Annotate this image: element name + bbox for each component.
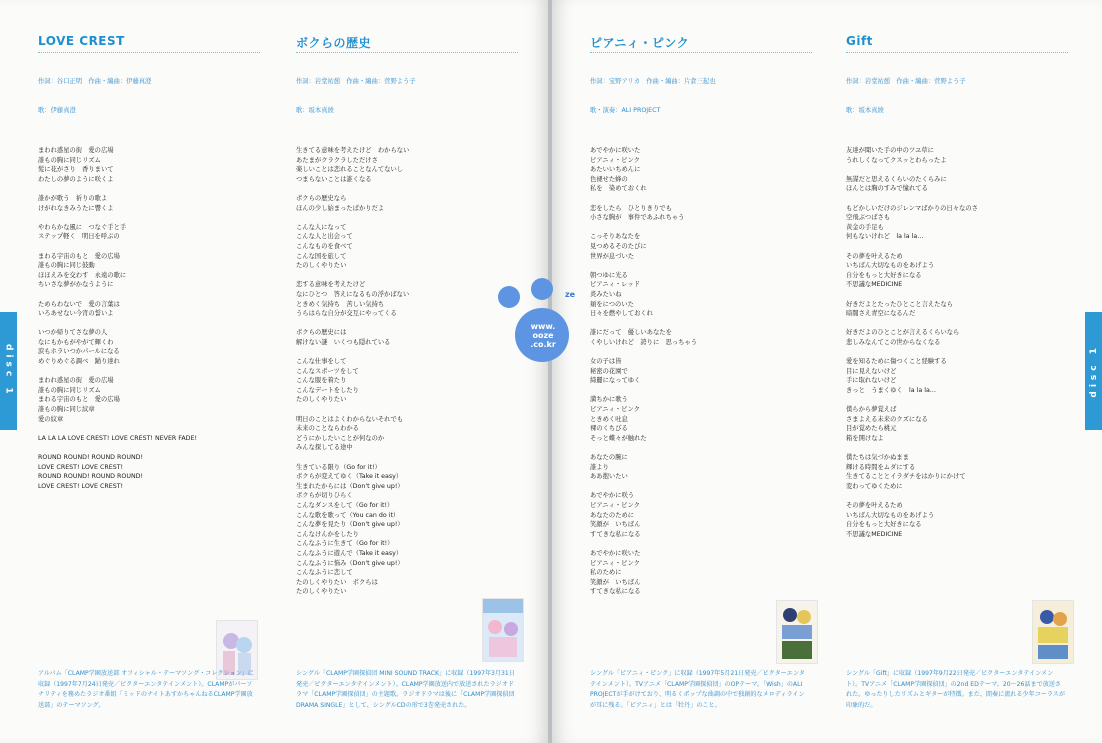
lyric-line [846, 165, 1068, 175]
lyric-line: まわる宇宙のもと 愛の広場 [38, 252, 120, 260]
lyric-line: ちいさな夢がかなうように [38, 281, 114, 289]
lyric-line: つまらないことは誰くなる [296, 175, 372, 183]
song-gift [846, 34, 1068, 539]
single-cover-thumbnail [482, 598, 524, 662]
song-credits [846, 58, 1068, 134]
lyric-line: 誰もの胸に同じ鼓動 [38, 262, 95, 270]
credit-line: 歌：伊藤真澄 [38, 106, 76, 114]
lyric-line: こんなふうに恋して [296, 569, 353, 577]
lyric-line: 誰より [590, 463, 609, 471]
song-bokura-no-rekishi [296, 34, 518, 597]
disc-label: disc 1 [3, 344, 14, 398]
song-title: ピアニィ・ピンク [590, 34, 812, 53]
lyric-line: ステップ軽く 明日を呼ぶの [38, 233, 120, 241]
lyric-line: LA LA LA LOVE CREST! LOVE CREST! NEVER FADE! [38, 434, 198, 442]
lyric-line: 綺麗になってゆく [590, 377, 641, 385]
lyric-line: ROUND ROUND! ROUND ROUND! [38, 454, 144, 461]
lyric-line: どうにかしたいことが何なのか [296, 434, 385, 442]
lyric-line: その夢を叶えるため [846, 501, 903, 509]
lyric-line: あなたの腕に [590, 454, 628, 461]
lyric-line: こんな人と出会って [296, 233, 353, 241]
lyric-line: 朝つゆに光る [590, 271, 628, 279]
lyric-line: さまよえる未来のクズになる [846, 415, 928, 423]
lyric-line: 未来のことならわかる [296, 425, 359, 433]
lyric-line: ピアニィ・ピンク [590, 156, 640, 164]
song-love-crest [38, 34, 260, 491]
song-credits [590, 58, 812, 134]
lyric-line: 悲しみなんてこの世からなくなる [846, 338, 941, 346]
lyric-line [296, 405, 518, 415]
watermark-logo: ooze [532, 331, 554, 340]
lyric-line: 自分をもっと大好きになる [846, 521, 922, 529]
heart-bubble-icon [498, 286, 520, 308]
left-page [0, 0, 548, 743]
lyric-line: 僕らから夢覚えば [846, 406, 897, 414]
song-title: Gift [846, 34, 1068, 53]
lyric-line: こんなふうに生きて（Go for it!） [296, 540, 394, 548]
lyric-line: いろあせない今宵の誓いよ [38, 310, 114, 318]
song-notes: シングル「CLAMP学園探偵団 MINI SOUND TRACK」に収録（1997年3月31日発売／ビクターエンタテインメント）。CLAMP学園放送内で放送されたラジオドラマ「CLAMP学園探偵団」の主題歌。ラジオドラマは後に「CLAMP学園探偵団 DRAMA SINGLE」として、シングルCDの形で3巻発売された。 [296, 670, 515, 709]
lyric-line: ピアニィ・ピンク [590, 406, 640, 414]
lyric-line: いちばん大切なものをあげよう [846, 262, 935, 270]
song-notes: シングル「ピアニィ・ピンク」に収録（1997年5月21日発売／ビクターエンタテインメント）。TVアニメ「CLAMP学園探偵団」のOPテーマ。「Wish」のALI PROJECTが手がけており、明るくポップな曲調の中で独創的なメロディラインが耳に残る。「ピアニィ」とは「牡丹」のこと。 [590, 670, 805, 709]
lyric-line: 色褪せた蜂の [590, 175, 628, 183]
lyric-line: こんな仕事をして [296, 358, 347, 366]
lyric-line: 裸のくちびる [590, 425, 628, 433]
watermark-domain: .co.kr [530, 340, 556, 349]
lyric-line: 恋をしたら ひとりきりでも [590, 204, 672, 212]
lyric-line: 目に見えないけど [846, 367, 897, 375]
credit-line: 作詞：岩堂祐憩 作曲・編曲：菅野よう子 [296, 78, 416, 85]
song-title: ボクらの歴史 [296, 34, 518, 53]
lyric-line: 手に取れないけど [846, 377, 897, 385]
lyric-line: 楽しいことは恋れることなんてないし [296, 166, 404, 174]
watermark-text [521, 322, 565, 349]
lyric-line: 満ちかに歌う [590, 396, 628, 404]
lyric-line: 炎みたいね [590, 290, 622, 298]
lyric-line: 涙もホラいつかパールになる [38, 348, 120, 356]
lyric-line [38, 290, 260, 300]
lyric-line [590, 443, 812, 453]
lyric-line: 誰かが歌う 祈りの歌よ [38, 194, 108, 202]
lyric-line: 箱を開けなよ [846, 434, 884, 442]
lyric-line [38, 424, 260, 434]
lyric-line [38, 213, 260, 223]
lyric-line: けがれなきみうたに響くよ [38, 204, 114, 212]
lyric-line: 生まれたからには（Don't give up!） [296, 482, 404, 490]
lyric-line [296, 319, 518, 329]
lyric-line: 恋する意味を考えたけど [296, 281, 366, 289]
lyric-line [590, 223, 812, 233]
lyric-line: あでやかに咲いた [590, 549, 641, 557]
lyric-line [38, 184, 260, 194]
song-title: LOVE CREST [38, 34, 260, 53]
disc-tab-right [1085, 312, 1102, 430]
lyric-line: あでやかに咲いた [590, 147, 641, 154]
lyric-line: 女の子は皆 [590, 358, 622, 366]
lyric-line: 笑顔が いちばん [590, 521, 641, 529]
credit-line: 作詞：谷口正明 作曲・編曲：伊藤真澄 [38, 78, 152, 85]
lyrics [590, 146, 812, 597]
lyric-line [296, 271, 518, 281]
lyric-line: あたいいちめんに [590, 166, 641, 174]
lyric-line [590, 482, 812, 492]
lyric-line [846, 194, 1068, 204]
lyric-line: 笑顔が いちばん [590, 578, 641, 586]
lyric-line: 誰もの胸に同じ紋章 [38, 406, 95, 414]
lyric-line: くやしいけれど 誇りに 思っちゃう [590, 338, 698, 346]
lyric-line [846, 242, 1068, 252]
lyric-line: 黄金の手足も [846, 223, 884, 231]
lyric-line: たのしくやりたい [296, 588, 347, 596]
credit-line: 歌：坂本真綾 [296, 106, 334, 114]
lyric-line: ためらわないで 愛の言葉は [38, 300, 120, 308]
lyric-line: いつか帰りてさな夢の人 [38, 329, 108, 337]
lyric-line: あたまがクラクラしただけさ [296, 156, 378, 164]
lyric-line [846, 347, 1068, 357]
lyric-line: 生きてる意味を考えたけど わからない [296, 147, 410, 154]
lyric-line [38, 242, 260, 252]
lyric-line: 解けない謎 いくつも隠れている [296, 338, 391, 346]
heart-bubble-icon [531, 278, 553, 300]
lyric-line [296, 347, 518, 357]
lyric-line: たのしくやりたい [296, 396, 347, 404]
lyric-line [846, 290, 1068, 300]
lyric-line: 不思議なMEDICINE [846, 281, 903, 289]
song-notes: シングル「Gift」に収録（1997年9月22日発売／ビクターエンタテインメント）。TVアニメ「CLAMP学園探偵団」の2nd EDテーマ。20〜26話まで放送された。ゆったりしたリズムとギターが特徴。また、間奏に流れる少年コーラスが印象的だ。 [846, 670, 1065, 709]
lyric-line: いちばん大切なものをあげよう [846, 511, 935, 519]
lyric-line: まわる宇宙のもと 愛の広場 [38, 396, 120, 404]
lyric-line: ときめく吐息 [590, 415, 628, 423]
lyric-line: 生きている限り（Go for it!） [296, 463, 381, 471]
disc-label: disc 1 [1088, 344, 1099, 398]
lyric-line: うらはらな自分が交互にやってくる [296, 310, 397, 318]
lyric-line: こんなスポーツをして [296, 367, 359, 375]
lyric-line: 誰もの胸に同じリズム [38, 156, 101, 164]
lyric-line [846, 319, 1068, 329]
lyric-line: ボクらの歴史なら [296, 194, 347, 202]
lyric-line: 僕たちは気づかぬまま [846, 454, 909, 461]
lyric-line: 愛を知るために傷つくこと経験する [846, 358, 947, 366]
lyric-line [296, 213, 518, 223]
lyric-line [296, 453, 518, 463]
credit-line: 作詞：岩堂祐憩 作曲・編曲：菅野よう子 [846, 78, 966, 85]
song-credits [296, 58, 518, 134]
lyric-line: めぐりめぐる調べ 踊り達れ [38, 358, 120, 366]
lyric-line: たのしくやりたい [296, 262, 347, 270]
lyric-line [846, 395, 1068, 405]
lyric-line: なにひとつ 答えになるもの浮かばない [296, 290, 410, 298]
lyric-line: ROUND ROUND! ROUND ROUND! [38, 473, 144, 481]
lyric-line: ボクらの歴史には [296, 329, 347, 337]
lyric-line: 誰もの胸に同じリズム [38, 386, 101, 394]
lyric-line: たのしくやりたい ボクらは [296, 578, 378, 586]
lyric-line: LOVE CREST! LOVE CREST! [38, 482, 124, 490]
credit-line: 歌：坂本真綾 [846, 106, 884, 114]
lyric-line: 私を 染めておくれ [590, 185, 647, 193]
lyric-line: こんな国を旅して [296, 252, 347, 260]
lyric-line: こっそりあなたを [590, 233, 641, 241]
lyric-line: ボクらが変えてゆく（Take it easy） [296, 473, 403, 481]
lyric-line: 好きだよのひとことが言えるくらいなら [846, 329, 960, 337]
lyric-line: 変わってゆくために [846, 482, 903, 490]
lyric-line: 日々を燃やしておくれ [590, 310, 653, 318]
single-cover-thumbnail [1032, 600, 1074, 664]
lyric-line [846, 443, 1068, 453]
lyric-line: こんな服を着たり [296, 377, 347, 385]
lyric-line: 無謀だと思えるくらいのたくらみに [846, 175, 947, 183]
lyric-line: 生きてることとイラダチをはかりにかけて [846, 473, 966, 481]
lyric-line: 空飛ぶつばさも [846, 214, 891, 222]
lyric-line: 目が覚めたら桃元 [846, 425, 897, 433]
lyric-line: 誰にだって 優しいあなたを [590, 329, 672, 337]
lyric-line [296, 184, 518, 194]
lyric-line: その夢を叶えるため [846, 252, 903, 260]
lyric-line: 小さな胸が 事件であふれちゃう [590, 214, 685, 222]
lyric-line: すてきな私になる [590, 588, 641, 596]
lyric-line: こんなダンスをして（Go for it!） [296, 501, 394, 509]
lyric-line: 自分をもっと大好きになる [846, 271, 922, 279]
lyric-line: ほほえみを交わす 永遠の歌に [38, 271, 127, 279]
lyric-line [590, 261, 812, 271]
lyric-line: こんなものを食べて [296, 242, 353, 250]
lyric-line: こんなデートをしたり [296, 386, 359, 394]
lyric-line [846, 491, 1068, 501]
lyric-line: 秘密の花園で [590, 367, 628, 375]
lyric-line: ボクらが切りひらく [296, 492, 353, 500]
lyric-line [38, 319, 260, 329]
lyric-line [590, 194, 812, 204]
lyric-line [590, 319, 812, 329]
lyric-line: なにもかもがやがて輝くわ [38, 338, 114, 346]
watermark-side-mark: ze [565, 290, 576, 299]
lyric-line: すてきな私になる [590, 530, 641, 538]
lyric-line: あでやかに咲う [590, 492, 635, 500]
lyric-line: ほんの少し始まったばかりだよ [296, 204, 385, 212]
lyric-line: やわらかな風に つなぐ手と手 [38, 223, 127, 231]
lyric-line: うれしくなってクスッとわらったよ [846, 156, 947, 164]
lyric-line: ピアニィ・ピンク [590, 501, 640, 509]
lyric-line: ときめく気持ち 苦しい気持ち [296, 300, 385, 308]
lyrics [846, 146, 1068, 539]
lyric-line: 世界が息づいた [590, 252, 635, 260]
lyric-line: 暗闇さえ青空になるんだ [846, 310, 916, 318]
credit-line: 作詞：宝野アリカ 作曲・編曲：片倉三起也 [590, 78, 716, 85]
lyric-line: そっと蝶々が触れた [590, 434, 647, 442]
credit-line: 歌・演奏：ALI PROJECT [590, 106, 661, 114]
right-page [552, 0, 1102, 743]
lyric-line: あなたのために [590, 511, 635, 519]
lyric-line: 明日のことはよくわからないそれでも [296, 415, 404, 423]
song-credits [38, 58, 260, 134]
song-notes: アルバム「CLAMP学園放送部 オフィシャル・テーマソング・コレクション」に収録（1997年7月24日発売／ビクターエンタテインメント）。CLAMPがパーソナリティを務めたラジオ番組「ミッドのナイトあすかちゃんねるCLAMP学園放送部」のテーマソング。 [38, 670, 254, 709]
lyric-line: こんなふうに悩み（Don't give up!） [296, 559, 404, 567]
lyric-line: みんな探してる途中 [296, 444, 353, 452]
lyric-line: ああ抱いたい [590, 473, 628, 481]
disc-tab-left [0, 312, 17, 430]
lyric-line: こんなけんかをしたり [296, 530, 359, 538]
lyric-line [590, 347, 812, 357]
lyric-line: ほんとは胸のすみで憧れてる [846, 185, 928, 193]
lyric-line [38, 367, 260, 377]
lyric-line: まわれ惑星の街 愛の広場 [38, 147, 114, 154]
lyric-line: わたしの夢のように咲くよ [38, 175, 114, 183]
lyric-line: こんな夢を見たり（Don't give up!） [296, 521, 404, 529]
lyric-line [590, 386, 812, 396]
lyric-line: 好きだよとたったひとこと言えたなら [846, 300, 954, 308]
lyric-line: まわれ惑星の街 愛の広場 [38, 377, 114, 385]
lyric-line: 不思議なMEDICINE [846, 530, 903, 538]
lyric-line: 私のために [590, 569, 622, 577]
lyric-line: きっと うまくゆく la la la… [846, 386, 937, 394]
lyric-line: 髪に花がさり 香りまいて [38, 166, 114, 174]
lyric-line: 何もないけれど la la la… [846, 233, 924, 241]
lyric-line [38, 443, 260, 453]
lyric-line: もどかしいだけのジレンマばかりの日々なのさ [846, 204, 978, 212]
lyric-line [590, 539, 812, 549]
song-pianii-pink [590, 34, 812, 597]
lyric-line: 頬をにつのいた [590, 300, 634, 308]
lyric-line: 友達が聞いた手の中のツユ草に [846, 147, 934, 154]
lyric-line: こんな歌を歌って（You can do it） [296, 511, 400, 519]
lyric-line: 愛の紋章 [38, 415, 64, 423]
lyric-line: ピアニィ・レッド [590, 281, 640, 289]
scan-watermark [497, 278, 581, 362]
lyric-line: こんなふうに遊んで（Take it easy） [296, 549, 403, 557]
watermark-brand: www. [530, 322, 556, 331]
lyric-line: 見つめるそのたびに [590, 242, 647, 250]
lyric-line: LOVE CREST! LOVE CREST! [38, 463, 124, 471]
lyric-line: こんな人になって [296, 223, 347, 231]
lyric-line: ピアニィ・ピンク [590, 559, 640, 567]
lyric-line: 輝ける時間をムダにする [846, 463, 916, 471]
single-cover-thumbnail [776, 600, 818, 664]
lyrics [296, 146, 518, 597]
lyrics [38, 146, 260, 491]
